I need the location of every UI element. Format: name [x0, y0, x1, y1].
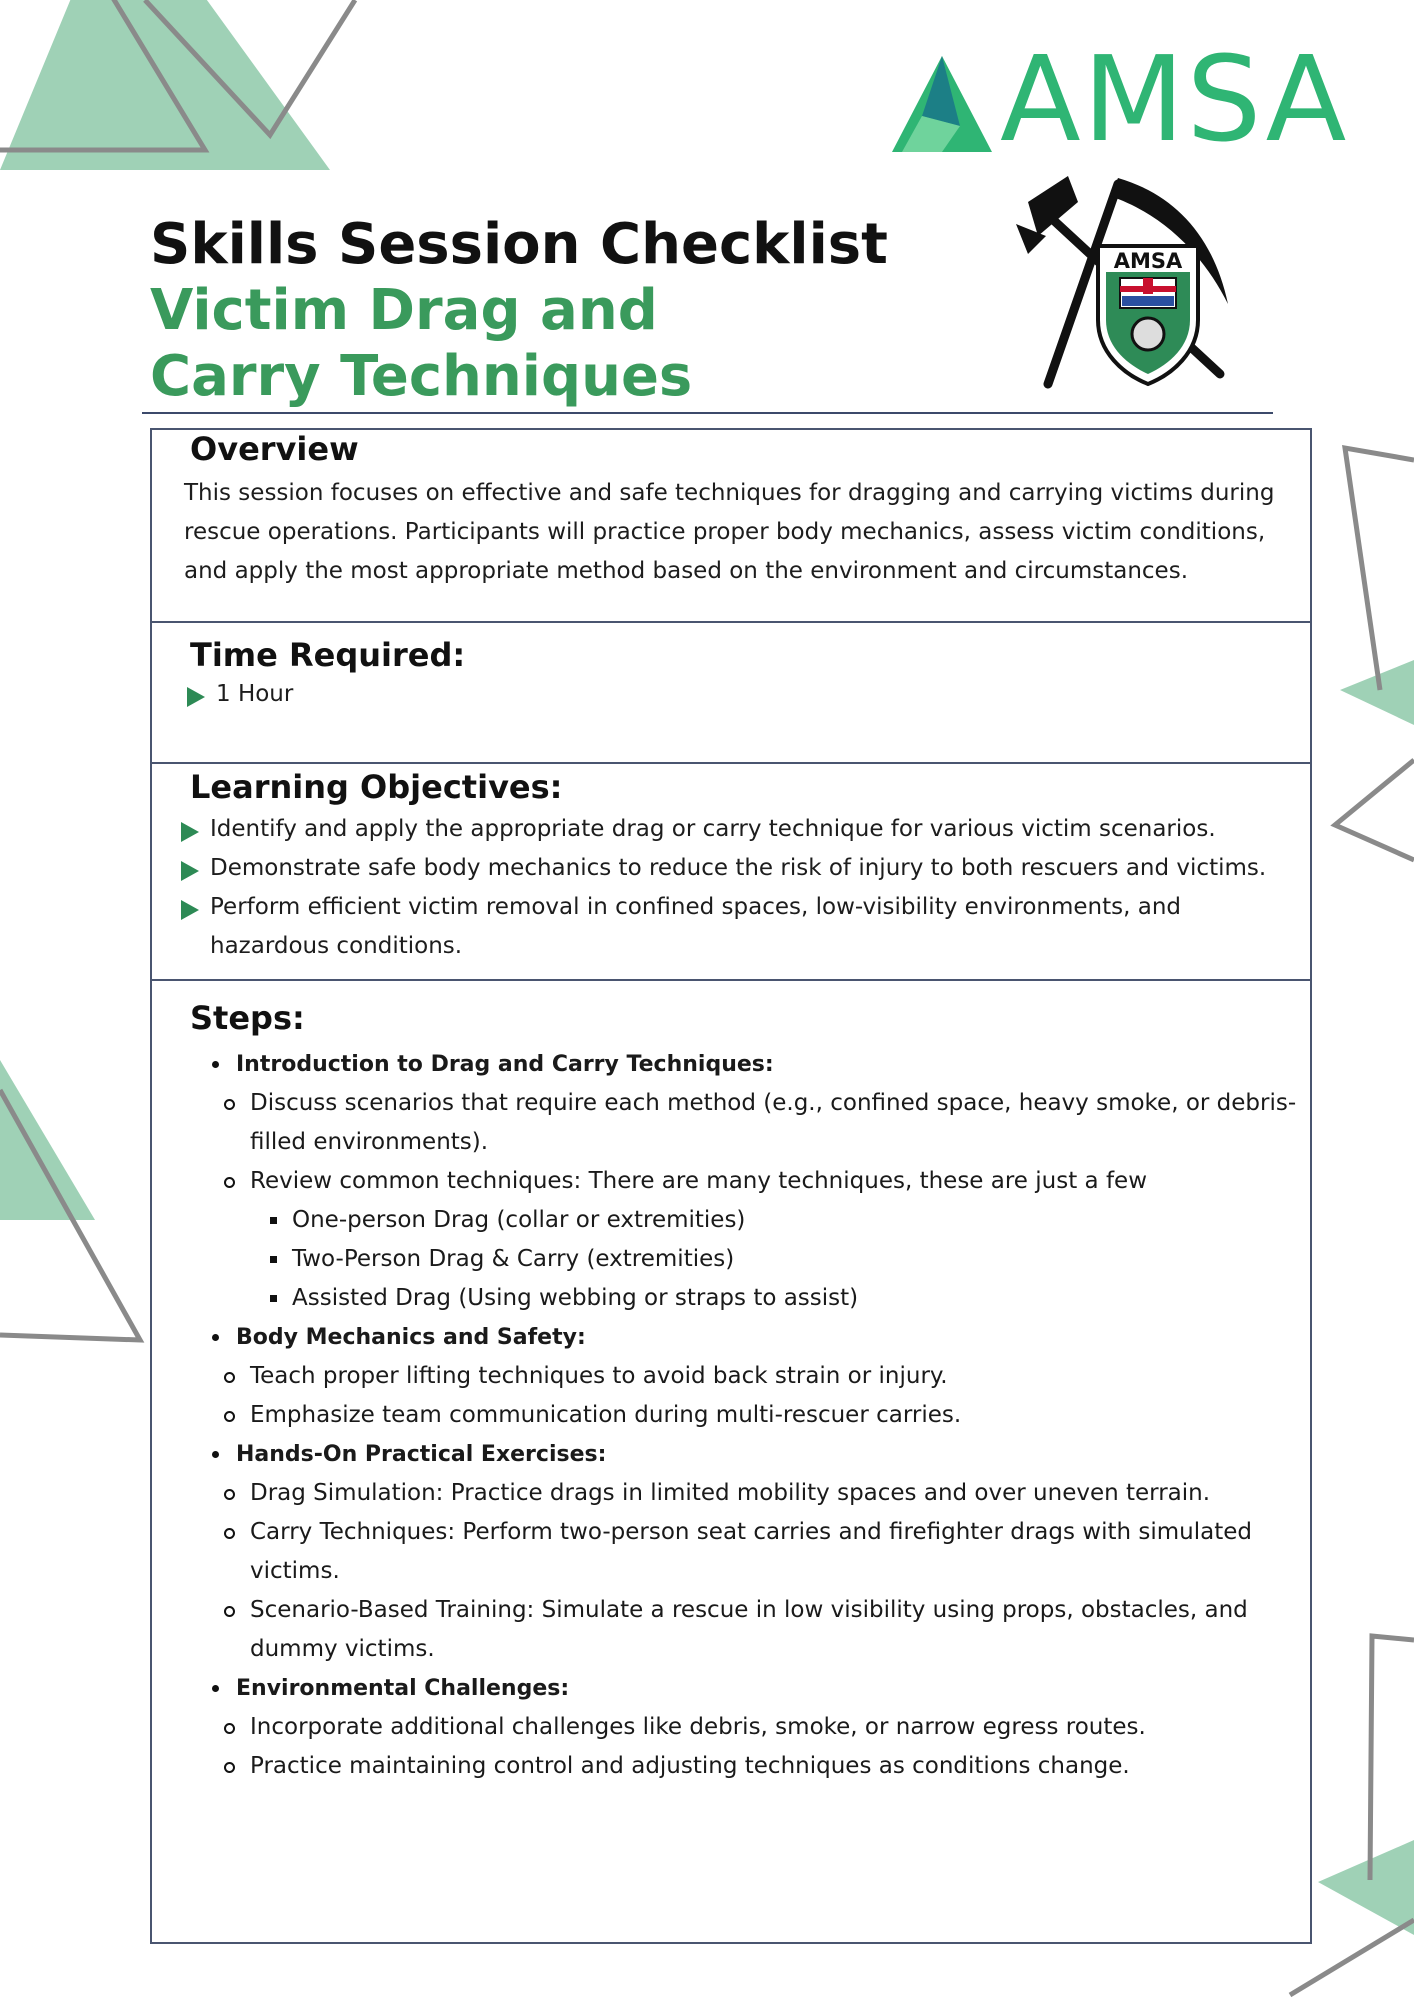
checklist-frame [150, 428, 1312, 1944]
page-title: Skills Session Checklist [150, 212, 888, 277]
overview-heading: Overview [190, 430, 359, 468]
step-subitem: One-person Drag (collar or extremities) [210, 1201, 1300, 1240]
step-item: Review common techniques: There are many techniques, these are just a few One-person Drag (collar or extremities) Two-Person Drag & Carry (extremities) Assisted Drag (Using webbing or straps to assist) [210, 1162, 1300, 1318]
arrow-bullet-icon [181, 900, 199, 920]
step-group-label: Introduction to Drag and Carry Techniques: [236, 1052, 774, 1077]
step-item: Discuss scenarios that require each method (e.g., confined space, heavy smoke, or debris-filled environments). [210, 1084, 1300, 1162]
objective-item: Demonstrate safe body mechanics to reduce the risk of injury to both rescuers and victims. [178, 849, 1268, 888]
step-item: Carry Techniques: Perform two-person seat carries and firefighter drags with simulated victims. [210, 1513, 1300, 1591]
step-item: Drag Simulation: Practice drags in limited mobility spaces and over uneven terrain. [210, 1474, 1300, 1513]
objective-item: Perform efficient victim removal in confined spaces, low-visibility environments, and hazardous conditions. [178, 888, 1268, 966]
overview-text: This session focuses on effective and safe techniques for dragging and carrying victims during rescue operations. Participants will practice proper body mechanics, assess victim conditions, and apply the most appropriate method based on the environment and circumstances. [184, 480, 1275, 584]
alberta-mine-rescue-emblem-icon [998, 174, 1268, 404]
step-item: Scenario-Based Training: Simulate a rescue in low visibility using props, obstacles, and dummy victims. [210, 1591, 1300, 1669]
time-required-list [184, 675, 293, 714]
step-item: Emphasize team communication during multi-rescuer carries. [210, 1396, 1300, 1435]
step-subitem: Assisted Drag (Using webbing or straps to assist) [210, 1279, 1300, 1318]
step-group-label: Hands-On Practical Exercises: [236, 1442, 607, 1467]
page-subtitle-line-2: Carry Techniques [150, 344, 693, 409]
step-item: Teach proper lifting techniques to avoid back strain or injury. [210, 1357, 1300, 1396]
step-group-label: Environmental Challenges: [236, 1676, 570, 1701]
amsa-logo-text: AMSA [1000, 30, 1349, 168]
step-group [210, 1435, 1300, 1669]
step-subitem: Two-Person Drag & Carry (extremities) [210, 1240, 1300, 1279]
step-item: Practice maintaining control and adjusting techniques as conditions change. [210, 1747, 1300, 1786]
svg-text:AMSA: AMSA [1113, 249, 1183, 273]
arrow-bullet-icon [187, 687, 205, 707]
objective-item: Identify and apply the appropriate drag or carry technique for various victim scenarios. [178, 810, 1268, 849]
arrow-bullet-icon [181, 861, 199, 881]
title-block [150, 212, 888, 410]
step-group [210, 1669, 1300, 1786]
steps-list [210, 1045, 1300, 1786]
learning-objectives-heading: Learning Objectives: [190, 768, 563, 806]
step-group-label: Body Mechanics and Safety: [236, 1325, 586, 1350]
title-divider [142, 412, 1273, 414]
arrow-bullet-icon [181, 822, 199, 842]
page-subtitle-line-1: Victim Drag and [150, 278, 658, 343]
learning-objectives-list [178, 810, 1268, 966]
time-required-section [152, 623, 1310, 764]
overview-section [152, 430, 1310, 623]
steps-heading: Steps: [190, 999, 305, 1037]
step-group [210, 1318, 1300, 1435]
step-group [210, 1045, 1300, 1318]
step-item: Incorporate additional challenges like debris, smoke, or narrow egress routes. [210, 1708, 1300, 1747]
time-required-heading: Time Required: [190, 636, 466, 674]
time-required-item: 1 Hour [184, 675, 293, 714]
amsa-logo-icon [892, 56, 992, 152]
learning-objectives-section [152, 764, 1310, 981]
